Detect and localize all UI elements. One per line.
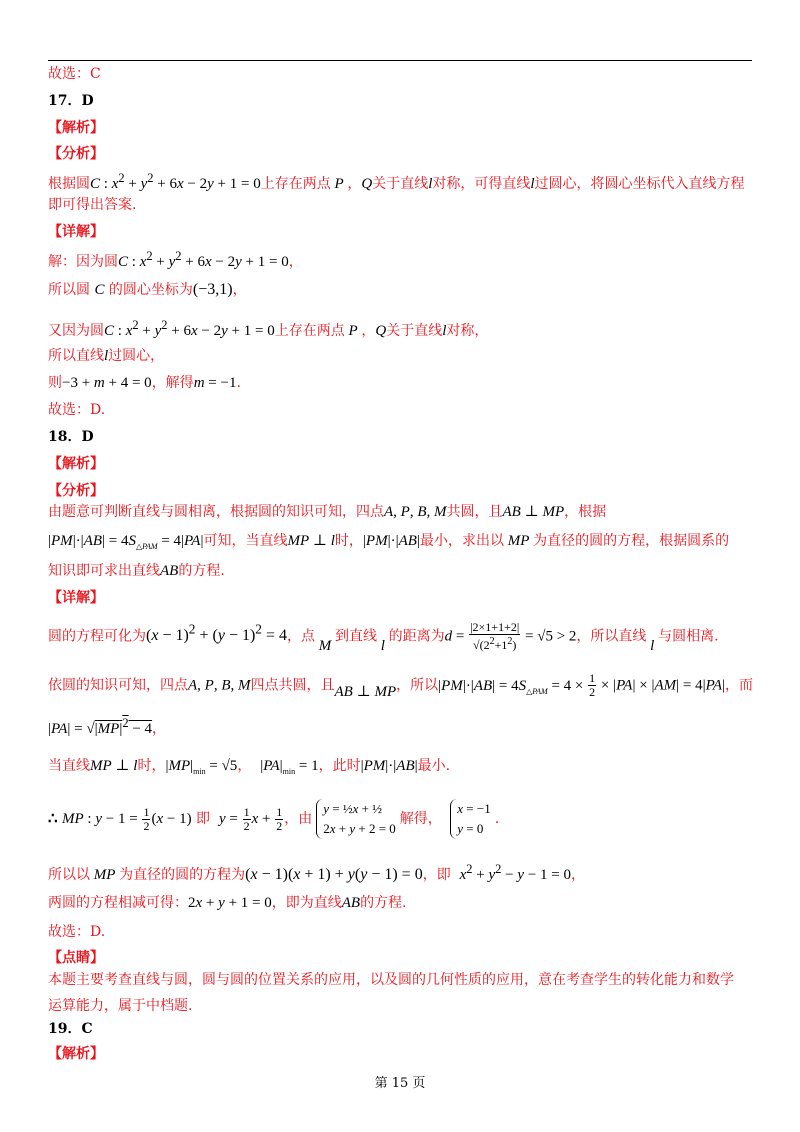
- analysis-line: 知识即可求出直线AB的方程.: [48, 563, 225, 579]
- analysis-line: 由题意可判断直线与圆相离，根据圆的知识可知，四点A, P, B, M共圆，且AB ⊥ MP，根据: [48, 504, 607, 520]
- section-xiangjie: 【详解】: [48, 590, 104, 606]
- header-rule: [48, 60, 752, 61]
- answer-line: 故选：C: [48, 66, 101, 82]
- section-jiexi: 【解析】: [48, 1046, 104, 1062]
- section-jiexi: 【解析】: [48, 120, 104, 136]
- comment-line: 运算能力，属于中档题.: [48, 998, 193, 1014]
- page-number: 第 15 页: [374, 1076, 426, 1091]
- question-19-answer: 19．C: [48, 1021, 93, 1037]
- solution-line: 所以直线l过圆心，: [48, 348, 165, 364]
- answer-line: 故选：D.: [48, 402, 106, 418]
- solution-line: 又因为圆C : $x^2 + y^2 + 6x - 2y + 1 = 0$上存在两点 P ，Q关于直线l对称，: [48, 318, 489, 339]
- solution-line: 所以圆 C 的圆心坐标为(−3,1)，: [48, 281, 247, 298]
- section-xiangjie: 【详解】: [48, 224, 104, 240]
- section-jiexi: 【解析】: [48, 456, 104, 472]
- solution-line: 当直线MP ⊥ l时，$|MP|_{min} = √5$， $|PA|_{min} = 1$，此时|PM|·|AB|最小.: [48, 758, 451, 776]
- question-18-answer: 18．D: [48, 429, 94, 445]
- comment-line: 本题主要考查直线与圆，圆与圆的位置关系的应用，以及圆的几何性质的应用，意在考查学生的转化能力和数学: [48, 972, 734, 988]
- section-fenxi: 【分析】: [48, 146, 104, 162]
- solution-line: 两圆的方程相减可得：2x + y + 1 = 0，即为直线AB的方程.: [48, 895, 407, 911]
- solution-line: ∴ MP : y − 1 = $\frac{1}{2}$ (x − 1) 即 y = $\frac{1}{2}$ x + $\frac{1}{2}$ ，由 y = ½x + ½ 2x + y + 2 = 0 解得， x = −1 y = 0 .: [48, 796, 499, 842]
- solution-line: 则−3 + m + 4 = 0，解得m = −1.: [48, 375, 241, 391]
- solution-line: 所以以 MP 为直径的圆的方程为(x − 1)(x + 1) + y(y − 1) = 0，即 $x^2 + y^2 - y - 1 = 0$，: [48, 862, 585, 883]
- section-fenxi: 【分析】: [48, 483, 104, 499]
- solution-line: 解：因为圆C : $x^2 + y^2 + 6x - 2y + 1 = 0$，: [48, 249, 303, 270]
- analysis-line: $|PM|\cdot|AB| = 4S_{\triangle PAM} = 4|PA|$可知，当直线MP ⊥ l时，|PM|·|AB|最小，求出以 MP 为直径的圆的方程，根据圆系的: [48, 533, 730, 551]
- solution-line: 圆的方程可化为$(x - 1)^2 + (y - 1)^2 = 4$，点 M 到直线 l 的距离为d = $\frac{|2\times 1+1+2|}{√(2^2+1^2)}$ = √5 > 2，所以直线 l 与圆相离.: [48, 619, 719, 655]
- solution-line: 依圆的知识可知，四点A, P, B, M四点共圆，且AB ⊥ MP，所以$|PM|\cdot|AB| = 4S_{\triangle PAM} = 4$ × $\frac{1}{2}$ × |PA| × |AM| = 4|PA|，而: [48, 671, 754, 700]
- answer-line: 故选：D.: [48, 924, 106, 940]
- analysis-line: 即可得出答案.: [48, 197, 137, 213]
- analysis-line: 根据圆C : $x^2 + y^2 + 6x - 2y + 1 = 0$上存在两点 P ，Q关于直线l对称，可得直线l过圆心，将圆心坐标代入直线方程: [48, 171, 745, 192]
- solution-line: $|PA| = √|MP|^2 - 4$，: [48, 716, 167, 737]
- question-17-answer: 17．D: [48, 93, 94, 109]
- section-dianjing: 【点睛】: [48, 950, 104, 966]
